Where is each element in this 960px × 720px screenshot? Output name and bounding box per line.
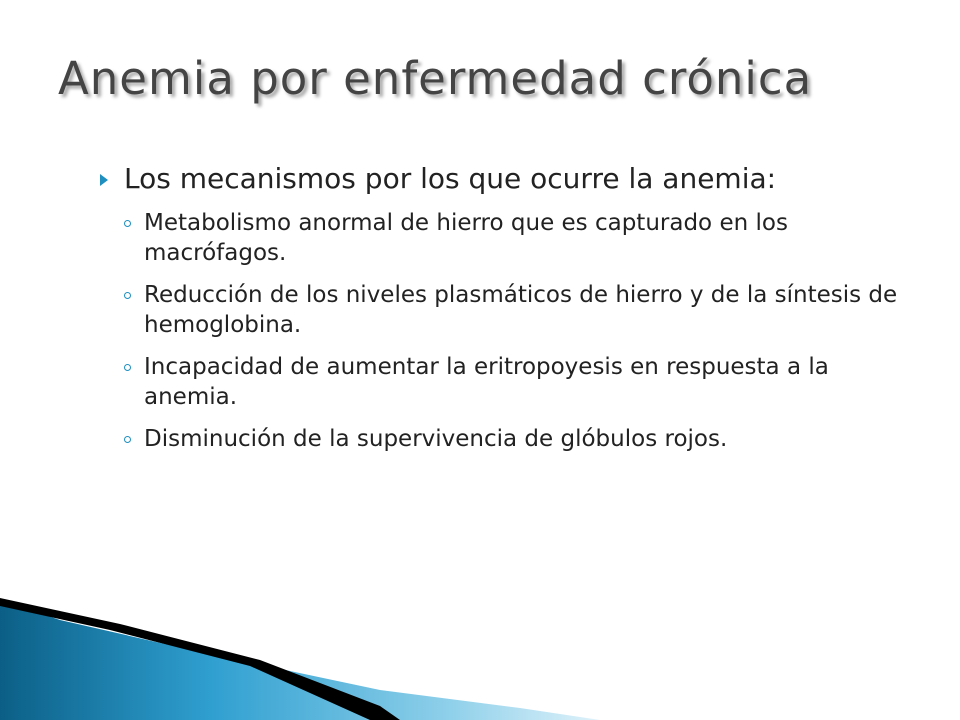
subbullet-text: Reducción de los niveles plasmáticos de hierro y de la síntesis de hemoglobina. bbox=[144, 282, 898, 338]
circle-bullet-icon bbox=[124, 364, 131, 371]
corner-wave-decoration bbox=[0, 590, 600, 720]
circle-bullet-icon bbox=[124, 292, 131, 299]
subbullet-text: Disminución de la supervivencia de glóbulos rojos. bbox=[144, 426, 728, 452]
circle-bullet-icon bbox=[124, 220, 131, 227]
bullet-text: Los mecanismos por los que ocurre la anemia: bbox=[124, 162, 777, 195]
subbullet-item bbox=[124, 280, 910, 340]
slide-content bbox=[100, 160, 910, 466]
subbullet-item bbox=[124, 208, 910, 268]
triangle-bullet-icon bbox=[100, 174, 108, 186]
subbullet-text: Metabolismo anormal de hierro que es capturado en los macrófagos. bbox=[144, 210, 788, 266]
subbullet-text: Incapacidad de aumentar la eritropoyesis en respuesta a la anemia. bbox=[144, 354, 829, 410]
subbullet-item bbox=[124, 352, 910, 412]
slide-title: Anemia por enfermedad crónica bbox=[58, 52, 813, 105]
subbullet-item bbox=[124, 424, 910, 454]
bullet-item bbox=[100, 160, 910, 198]
circle-bullet-icon bbox=[124, 436, 131, 443]
subbullet-list bbox=[100, 208, 910, 454]
